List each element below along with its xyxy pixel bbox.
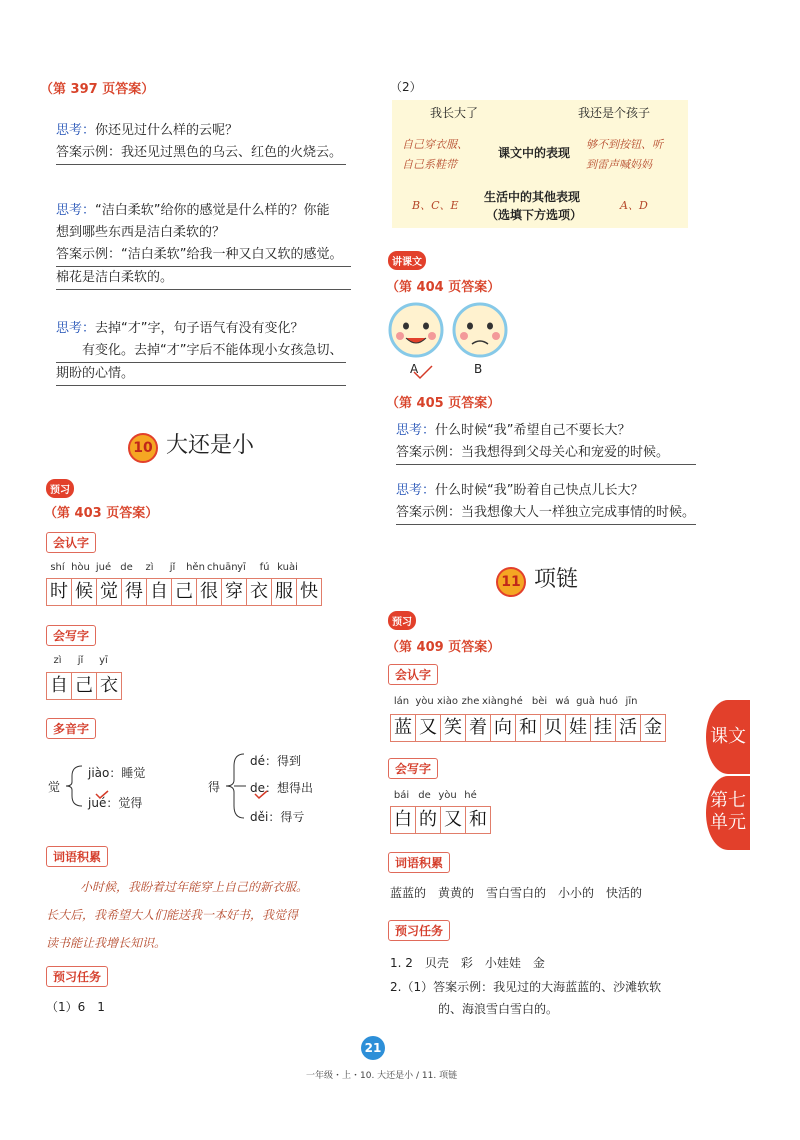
task-tag: 预习任务 xyxy=(388,920,450,941)
task-1: 1. 2 贝壳 彩 小娃娃 金 xyxy=(390,956,545,970)
recognize-char-row xyxy=(390,714,665,742)
row2-mid-2: （选填下方选项） xyxy=(486,208,583,222)
think-question: 什么时候“我”盼着自己快点儿长大？ xyxy=(435,483,644,498)
pinyin-cell: xiào xyxy=(437,696,458,707)
character-cell: 又 xyxy=(415,714,441,742)
pinyin-cell: yī xyxy=(99,655,108,666)
pinyin-cell: bái xyxy=(393,790,410,801)
character-cell: 己 xyxy=(171,578,197,606)
character-cell: 挂 xyxy=(590,714,616,742)
character-cell: 得 xyxy=(121,578,147,606)
write-tag: 会写字 xyxy=(46,625,96,646)
vocab-line-1: 小时候，我盼着过年能穿上自己的新衣服。 xyxy=(80,880,309,894)
answer-header-404: （第 404 页答案） xyxy=(386,280,501,295)
pinyin-cell: lán xyxy=(393,696,410,707)
check-mark-icon xyxy=(95,790,109,800)
footer-line: 一年级・上・10. 大还是小 / 11. 项链 xyxy=(306,1071,458,1081)
vocab-words: 蓝蓝的 黄黄的 雪白雪白的 小小的 快活的 xyxy=(390,886,643,900)
pinyin-cell: yòu xyxy=(438,790,457,801)
think-label: 思考： xyxy=(56,203,96,218)
recognize-tag: 会认字 xyxy=(388,664,438,685)
character-cell: 白 xyxy=(390,806,416,834)
think-question: 什么时候“我”希望自己不要长大？ xyxy=(435,423,631,438)
part-2-label: （2） xyxy=(390,80,422,94)
row1-right-1: 够不到按钮、听 xyxy=(586,138,663,151)
character-cell: 的 xyxy=(415,806,441,834)
pinyin-cell: fú xyxy=(259,562,270,573)
vocab-tag: 词语积累 xyxy=(388,852,450,873)
character-cell: 贝 xyxy=(540,714,566,742)
think-label: 思考： xyxy=(396,483,436,498)
think-block-3 xyxy=(56,318,346,386)
character-cell: 又 xyxy=(440,806,466,834)
brace-icon xyxy=(62,762,86,810)
preview-pill: 预习 xyxy=(388,610,416,630)
task-2-line-2: 的、海浪雪白雪白的。 xyxy=(438,1002,559,1016)
pinyin-cell: de xyxy=(120,562,133,573)
recognize-char-row xyxy=(46,578,321,606)
lesson-11-heading xyxy=(496,562,578,597)
answer-header-409: （第 409 页答案） xyxy=(386,640,501,655)
pinyin-cell: hěn xyxy=(186,562,205,573)
task-2-line-1: 2.（1）答案示例：我见过的大海蓝蓝的、沙滩软软 xyxy=(390,980,662,994)
lesson-title: 大还是小 xyxy=(166,433,255,458)
character-cell: 自 xyxy=(46,672,72,700)
write-pinyin-row xyxy=(390,790,482,801)
pinyin-cell: bèi xyxy=(531,696,548,707)
think-answer: 有变化。去掉“才”字后不能体现小女孩急切、 xyxy=(56,340,346,363)
lesson-number-badge: 10 xyxy=(128,433,158,463)
preview-pill: 预习 xyxy=(46,478,74,498)
face-a-label: A xyxy=(410,362,419,376)
think-label: 思考： xyxy=(396,423,436,438)
character-cell: 己 xyxy=(71,672,97,700)
think-answer-cont: 棉花是洁白柔软的。 xyxy=(56,267,351,290)
think-answer: 答案示例：“洁白柔软”给我一种又白又软的感觉。 xyxy=(56,244,351,267)
character-cell: 衣 xyxy=(96,672,122,700)
pinyin-cell: huó xyxy=(599,696,618,707)
poly-de-2: de：想得出 xyxy=(250,781,314,795)
pinyin-cell: zì xyxy=(53,655,62,666)
think-answer: 答案示例：当我想得到父母关心和宠爱的时候。 xyxy=(396,442,696,465)
table-head-right: 我还是个孩子 xyxy=(578,106,651,120)
vocab-line-2: 长大后，我希望大人们能送我一本好书，我觉得 xyxy=(46,908,299,922)
pinyin-cell: yòu xyxy=(415,696,434,707)
page-number: 21 xyxy=(361,1036,385,1060)
pinyin-cell: zì xyxy=(145,562,154,573)
pinyin-cell: yī xyxy=(237,562,246,573)
side-tab-label: 单元 xyxy=(710,812,746,833)
write-pinyin-row xyxy=(46,655,115,666)
row1-mid: 课文中的表现 xyxy=(498,146,571,160)
jiang-pill: 讲课文 xyxy=(388,250,426,270)
write-tag: 会写字 xyxy=(388,758,438,779)
pinyin-cell: chuān xyxy=(207,562,238,573)
pinyin-cell: xiàng xyxy=(482,696,510,707)
character-cell: 金 xyxy=(640,714,666,742)
think-answer: 答案示例：我还见过黑色的乌云、红色的火烧云。 xyxy=(56,142,346,165)
poly-de-char: 得 xyxy=(208,780,221,794)
pinyin-cell: wá xyxy=(555,696,570,707)
character-cell: 笑 xyxy=(440,714,466,742)
pinyin-cell: de xyxy=(418,790,431,801)
think-label: 思考： xyxy=(56,123,96,138)
row2-mid-1: 生活中的其他表现 xyxy=(484,190,581,204)
write-char-row xyxy=(46,672,121,700)
pinyin-cell: hé xyxy=(464,790,477,801)
think-question: 去掉“才”字，句子语气有没有变化？ xyxy=(95,321,304,336)
think-question-cont: 想到哪些东西是洁白柔软的？ xyxy=(56,225,226,240)
recognize-pinyin-row xyxy=(390,696,643,707)
pinyin-cell: jué xyxy=(95,562,112,573)
poly-jue-char: 觉 xyxy=(48,780,61,794)
happy-face-icon xyxy=(386,300,446,362)
pinyin-cell: jīn xyxy=(625,696,638,707)
think-block-5 xyxy=(396,480,696,525)
think-question: 你还见过什么样的云呢？ xyxy=(95,123,239,138)
answer-header-405: （第 405 页答案） xyxy=(386,396,501,411)
row2-right: A、D xyxy=(620,199,648,212)
pinyin-cell: kuài xyxy=(277,562,298,573)
side-tab-label: 第七 xyxy=(710,790,746,811)
row1-right-2: 到雷声喊妈妈 xyxy=(586,158,652,171)
sad-face-icon xyxy=(450,300,510,362)
side-tab-unit[interactable] xyxy=(706,776,750,850)
pinyin-cell: hé xyxy=(510,696,523,707)
face-b-label: B xyxy=(474,362,483,376)
recognize-tag: 会认字 xyxy=(46,532,96,553)
check-mark-icon xyxy=(412,364,434,380)
lesson-title: 项链 xyxy=(534,567,579,592)
pinyin-cell: jǐ xyxy=(169,562,176,573)
pinyin-cell: guà xyxy=(576,696,595,707)
pinyin-cell: hòu xyxy=(71,562,90,573)
character-cell: 娃 xyxy=(565,714,591,742)
pinyin-cell: jǐ xyxy=(77,655,84,666)
think-answer-cont: 期盼的心情。 xyxy=(56,363,346,386)
think-block-2 xyxy=(56,200,351,290)
vocab-line-3: 读书能让我增长知识。 xyxy=(46,936,167,950)
character-cell: 和 xyxy=(515,714,541,742)
character-cell: 着 xyxy=(465,714,491,742)
think-answer: 答案示例：当我想像大人一样独立完成事情的时候。 xyxy=(396,502,696,525)
row1-left-1: 自己穿衣服、 xyxy=(402,138,468,151)
row1-left-2: 自己系鞋带 xyxy=(402,158,457,171)
character-cell: 服 xyxy=(271,578,297,606)
brace-icon xyxy=(222,750,248,822)
vocab-tag: 词语积累 xyxy=(46,846,108,867)
side-tab-label: 课文 xyxy=(710,726,746,747)
character-cell: 时 xyxy=(46,578,72,606)
task-line: （1）6 1 xyxy=(46,1000,105,1014)
character-cell: 和 xyxy=(465,806,491,834)
poly-de-1: dé：得到 xyxy=(250,754,302,768)
character-cell: 自 xyxy=(146,578,172,606)
think-block-4 xyxy=(396,420,696,465)
write-char-row xyxy=(390,806,490,834)
character-cell: 蓝 xyxy=(390,714,416,742)
pinyin-cell: zhe xyxy=(461,696,480,707)
table-head-left: 我长大了 xyxy=(430,106,479,120)
think-question: “洁白柔软”给你的感觉是什么样的？你能 xyxy=(95,203,330,218)
side-tab-text[interactable] xyxy=(706,700,750,774)
polyphone-tag: 多音字 xyxy=(46,718,96,739)
character-cell: 穿 xyxy=(221,578,247,606)
character-cell: 向 xyxy=(490,714,516,742)
poly-jue-2: jué：觉得 xyxy=(88,796,143,810)
lesson-number-badge: 11 xyxy=(496,567,526,597)
character-cell: 活 xyxy=(615,714,641,742)
character-cell: 候 xyxy=(71,578,97,606)
think-label: 思考： xyxy=(56,321,96,336)
character-cell: 快 xyxy=(296,578,322,606)
answer-header-403: （第 403 页答案） xyxy=(44,506,159,521)
lesson-10-heading xyxy=(128,428,254,463)
poly-de-3: děi：得亏 xyxy=(250,810,305,824)
poly-jue-1: jiào：睡觉 xyxy=(88,766,146,780)
check-mark-icon xyxy=(254,790,268,800)
think-block-1 xyxy=(56,120,346,165)
answer-header-397: （第 397 页答案） xyxy=(40,82,155,97)
pinyin-cell: shí xyxy=(50,562,65,573)
recognize-pinyin-row xyxy=(46,562,326,573)
task-tag: 预习任务 xyxy=(46,966,108,987)
character-cell: 觉 xyxy=(96,578,122,606)
character-cell: 很 xyxy=(196,578,222,606)
character-cell: 衣 xyxy=(246,578,272,606)
row2-left: B、C、E xyxy=(412,199,459,212)
